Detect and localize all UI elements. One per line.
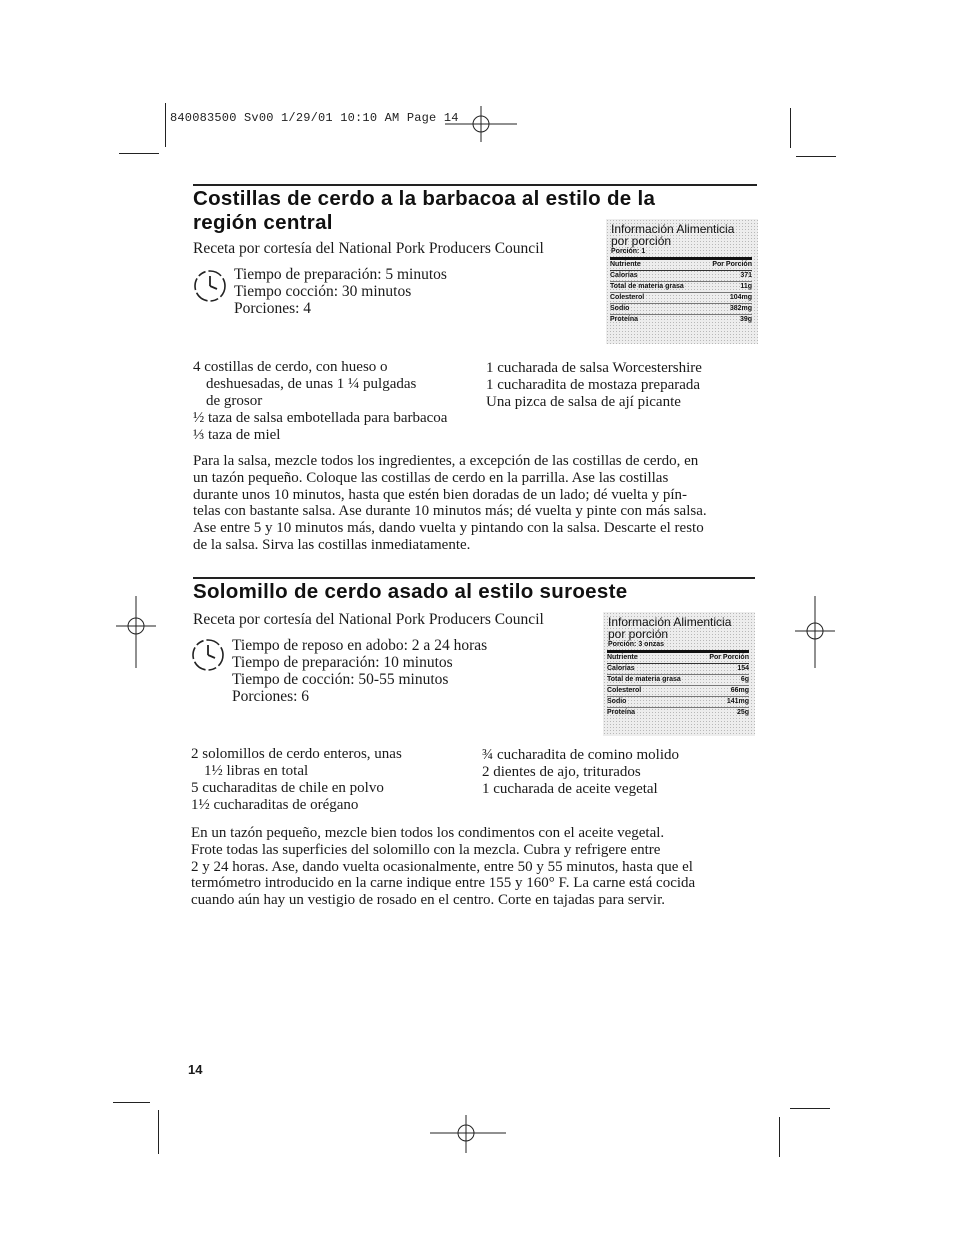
nutrient-value: 154 <box>737 664 749 672</box>
nutrition-title <box>606 219 758 247</box>
ingredient-continued: 1½ libras en total <box>204 763 309 779</box>
recipe-2-ingredients-right <box>482 747 679 798</box>
nutrition-box-1 <box>606 219 758 344</box>
ingredient: 1 cucharada de salsa Worcestershire <box>486 360 702 376</box>
nutrition-row <box>607 697 749 708</box>
recipe-2-credit: Receta por cortesía del National Pork Producers Council <box>193 611 544 628</box>
nutrition-col-nutrient: Nutriente <box>610 260 641 268</box>
recipe-2-title: Solomillo de cerdo asado al estilo suroeste <box>193 580 628 603</box>
ingredient: 2 dientes de ajo, triturados <box>482 764 641 780</box>
recipe-2-timing <box>232 637 487 705</box>
ingredient: 2 solomillos de cerdo enteros, unas <box>191 746 402 762</box>
ingredient: ½ taza de salsa embotellada para barbacoa <box>193 410 448 426</box>
crop-mark-bottom-left-h <box>113 1102 150 1103</box>
directions-line: telas con bastante salsa. Ase durante 10 minutos más; dé vuelta y pinte con más salsa. <box>193 503 707 520</box>
nutrient-name: Colesterol <box>607 686 642 694</box>
nutrition-header-row <box>607 653 749 664</box>
nutrient-value: 382mg <box>729 304 752 312</box>
nutrient-value: 66mg <box>730 686 749 694</box>
recipe-1-title-line-1: Costillas de cerdo a la barbacoa al estilo de la <box>193 187 656 210</box>
nutrient-name: Sodio <box>610 304 630 312</box>
crop-mark-bottom-left-v <box>158 1110 159 1154</box>
registration-mark-bottom <box>430 1115 506 1155</box>
nutrient-name: Total de materia grasa <box>610 282 684 290</box>
nutrient-value: 39g <box>739 315 752 323</box>
nutrient-value: 371 <box>740 271 752 279</box>
nutrient-value: 11g <box>740 282 752 290</box>
nutrient-value: 25g <box>736 708 749 716</box>
directions-line: En un tazón pequeño, mezcle bien todos los condimentos con el aceite vegetal. <box>191 825 665 841</box>
nutrition-title-line-2: por porción <box>608 627 669 641</box>
nutrition-header-row <box>610 260 752 271</box>
nutrition-row <box>610 304 752 315</box>
nutrition-row <box>610 271 752 282</box>
directions-line: cuando aún hay un vestigio de rosado en el centro. Corte en tajadas para servir. <box>191 892 666 909</box>
ingredient: 1 cucharada de aceite vegetal <box>482 781 658 797</box>
registration-mark-left <box>116 596 156 668</box>
nutrient-name: Total de materia grasa <box>607 675 681 683</box>
crop-mark-top-right-v <box>790 108 791 148</box>
ingredient-continued: de grosor <box>206 393 263 409</box>
nutrient-name: Sodio <box>607 697 627 705</box>
ingredient: 1 cucharadita de mostaza preparada <box>486 377 701 393</box>
nutrition-row <box>607 686 749 697</box>
ingredient: 1½ cucharaditas de orégano <box>191 797 359 813</box>
page-number: 14 <box>188 1062 203 1077</box>
registration-mark-right <box>795 596 835 668</box>
servings: Porciones: 6 <box>232 688 310 705</box>
nutrition-row <box>607 675 749 686</box>
nutrition-row <box>607 664 749 675</box>
recipe-2-ingredients-left <box>191 746 402 814</box>
nutrition-col-nutrient: Nutriente <box>607 653 638 661</box>
directions-line: Para la salsa, mezcle todos los ingredientes, a excepción de las costillas de cerdo, en <box>193 453 699 469</box>
section-rule-2 <box>193 577 755 579</box>
nutrient-name: Colesterol <box>610 293 645 301</box>
prep-time: Tiempo de preparación: 5 minutos <box>234 266 447 283</box>
servings: Porciones: 4 <box>234 300 312 317</box>
directions-line: termómetro introducido en la carne indique entre 155 y 160° F. La carne está cocida <box>191 875 696 892</box>
recipe-1-credit: Receta por cortesía del National Pork Producers Council <box>193 240 544 257</box>
recipe-2-directions <box>191 825 695 909</box>
crop-mark-top-right-h <box>796 156 836 157</box>
nutrition-row <box>610 282 752 293</box>
cook-time: Tiempo de cocción: 50-55 minutos <box>232 671 449 688</box>
recipe-1-ingredients-left <box>193 359 447 444</box>
clock-icon <box>192 268 228 304</box>
recipe-1-directions <box>193 453 707 554</box>
prep-time: Tiempo de preparación: 10 minutos <box>232 654 453 671</box>
clock-icon <box>190 637 226 673</box>
recipe-1-title-line-2: región central <box>193 211 333 234</box>
nutrition-row <box>607 708 749 718</box>
directions-line: un tazón pequeño. Coloque las costillas de cerdo en la parrilla. Ase las costillas <box>193 469 669 486</box>
nutrition-title-line-1: Información Alimenticia <box>611 222 735 236</box>
crop-mark-top-left-v <box>165 103 166 147</box>
nutrient-name: Calorías <box>610 271 638 279</box>
nutrition-row <box>610 315 752 325</box>
recipe-1-ingredients-right <box>486 360 702 411</box>
nutrition-col-per-serving: Por Porción <box>712 260 752 268</box>
nutrient-name: Proteína <box>610 315 639 323</box>
nutrient-value: 6g <box>740 675 749 683</box>
ingredient: ¾ cucharadita de comino molido <box>482 747 680 763</box>
nutrient-name: Calorías <box>607 664 635 672</box>
recipe-1-timing <box>234 266 447 317</box>
directions-line: 2 y 24 horas. Ase, dando vuelta ocasionalmente, entre 50 y 55 minutos, hasta que el <box>191 858 693 875</box>
directions-line: de la salsa. Sirva las costillas inmediatamente. <box>193 536 471 553</box>
nutrition-box-2 <box>603 612 755 736</box>
ingredient: Una pizca de salsa de ají picante <box>486 394 681 410</box>
nutrition-title-line-1: Información Alimenticia <box>608 615 732 629</box>
directions-line: Ase entre 5 y 10 minutos más, dando vuelta y pintando con la salsa. Descarte el resto <box>193 520 704 537</box>
nutrient-value: 141mg <box>726 697 749 705</box>
nutrition-serving: Porción: 1 <box>611 248 646 255</box>
section-rule-1 <box>193 184 757 186</box>
directions-line: durante unos 10 minutos, hasta que estén bien doradas de un lado; dé vuelta y pín- <box>193 486 688 503</box>
nutrient-value: 104mg <box>729 293 752 301</box>
nutrient-name: Proteína <box>607 708 636 716</box>
ingredient: 5 cucharaditas de chile en polvo <box>191 780 384 796</box>
ingredient: ⅓ taza de miel <box>193 427 281 443</box>
cook-time: Tiempo cocción: 30 minutos <box>234 283 412 300</box>
crop-mark-top-left-h <box>119 153 159 154</box>
marinate-time: Tiempo de reposo en adobo: 2 a 24 horas <box>232 637 488 654</box>
directions-line: Frote todas las superficies del solomillo con la mezcla. Cubra y refrigere entre <box>191 841 661 858</box>
nutrition-title-line-2: por porción <box>611 234 672 248</box>
nutrition-col-per-serving: Por Porción <box>709 653 749 661</box>
nutrition-serving: Porción: 3 onzas <box>608 641 665 648</box>
ingredient: 4 costillas de cerdo, con hueso o <box>193 359 388 375</box>
slug-line: 840083500 Sv00 1/29/01 10:10 AM Page 14 <box>170 111 459 125</box>
ingredient-continued: deshuesadas, de unas 1 ¼ pulgadas <box>206 376 417 392</box>
crop-mark-bottom-right-h <box>790 1108 830 1109</box>
nutrition-row <box>610 293 752 304</box>
crop-mark-bottom-right-v <box>779 1117 780 1157</box>
nutrition-title <box>603 612 755 640</box>
